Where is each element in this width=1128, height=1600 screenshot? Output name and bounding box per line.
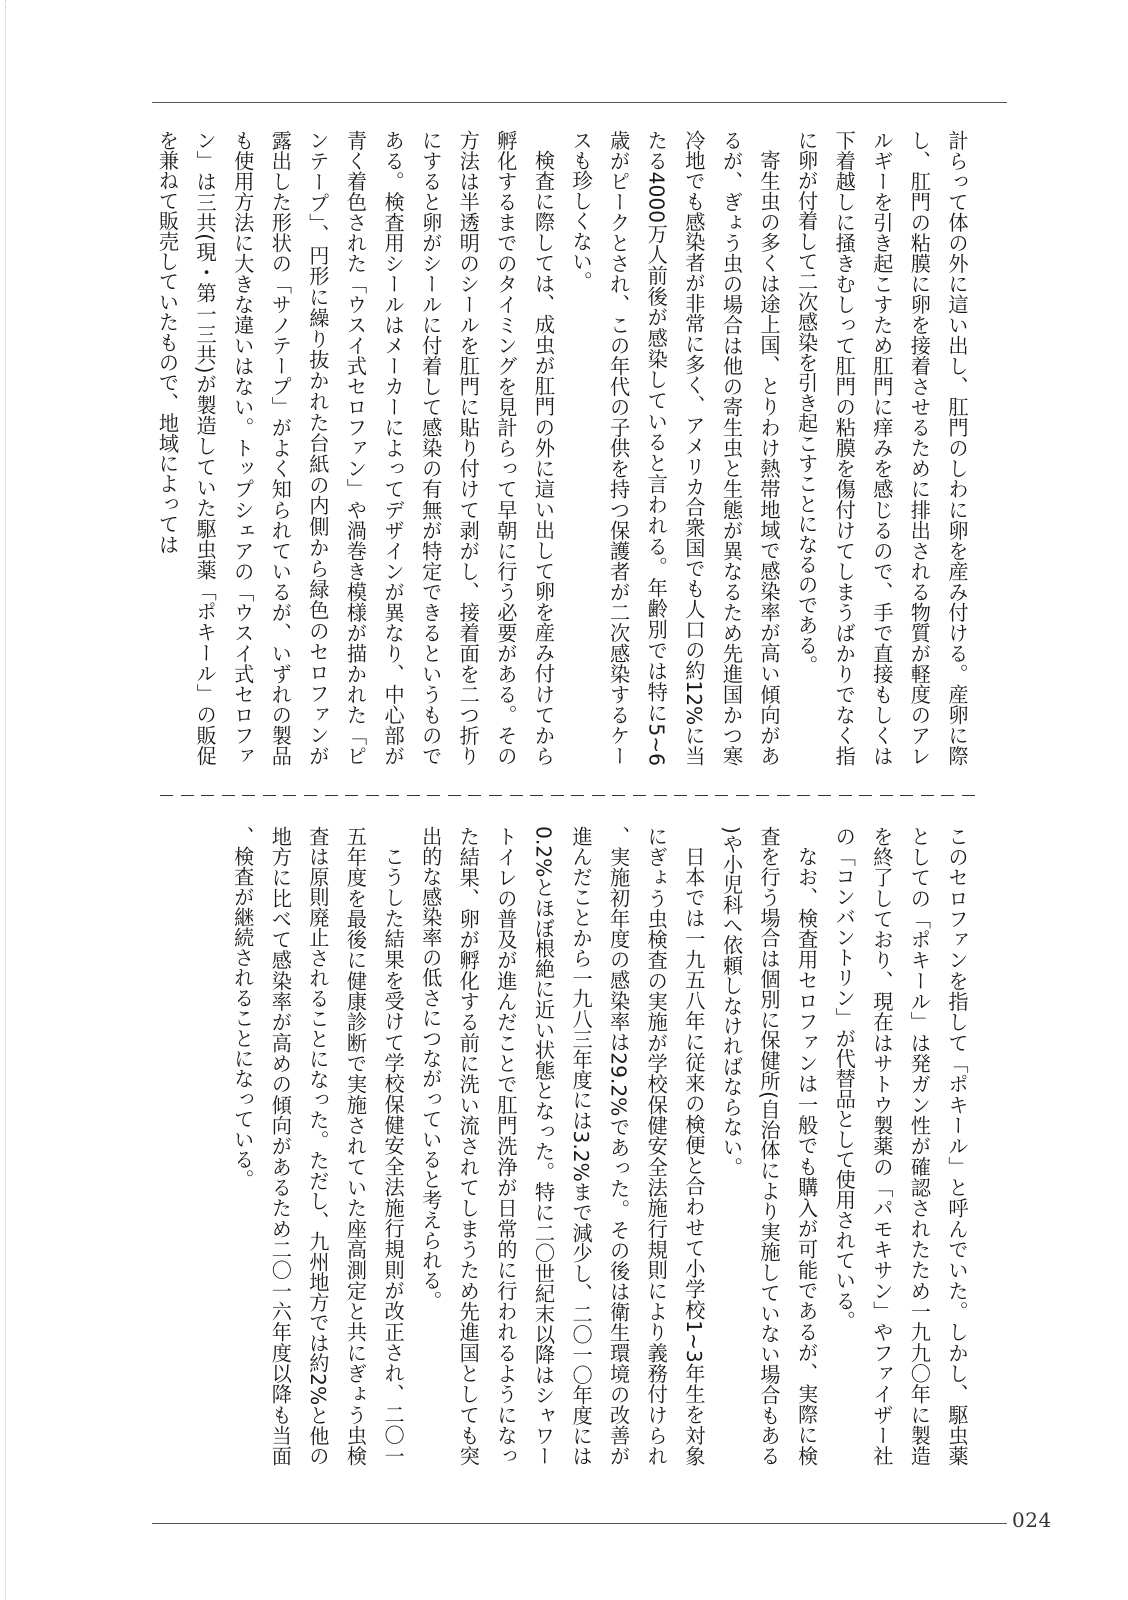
upper-paragraph-3: 検査に際しては、成虫が肛門の外に這い出して卵を産み付けてから孵化するまでのタイミングを見計らって早朝に行う必要がある。その方法は半透明のシールを肛門に貼り付けて剥がし、接着面を二つ折りにすると卵がシールに付着して感染の有無が特定できるというものである。検査用シールはメーカーによってデザインが異なり、中心部が青く着色された「ウスイ式セロファン」や渦巻き模様が描かれた「ピンテープ」、円形に繰り抜かれた台紙の内側から緑色のセロファンが露出した形状の「サノテープ」がよく知られているが、いずれの製品も使用方法に大きな違いはない。トップシェアの「ウスイ式セロファン」は三共(現・第一三共)が製造していた駆虫薬「ポキール」の販促を兼ねて販売していたもので、地域によっては bbox=[155, 130, 556, 766]
page-number: 024 bbox=[1012, 1508, 1052, 1532]
lower-paragraph-2: なお、検査用セロファンは一般でも購入が可能であるが、実際に検査を行う場合は個別に保健所(自治体により実施していない場合もある)や小児科へ依頼しなければならない。 bbox=[719, 826, 819, 1466]
footer-rule bbox=[152, 1523, 1007, 1524]
section-divider bbox=[160, 790, 975, 802]
lower-paragraph-4: こうした結果を受けて学校保健安全法施行規則が改正され、二〇一五年度を最後に健康診断で実施されていた座高測定と共にぎょう虫検査は原則廃止されることになった。ただし、九州地方では約2%と他の地方に比べて感染率が高めの傾向があるため二〇一六年度以降も当面、検査が継続されることになっている。 bbox=[230, 826, 406, 1466]
header-rule bbox=[152, 102, 1007, 103]
lower-text-block bbox=[160, 826, 975, 1466]
upper-paragraph-2: 寄生虫の多くは途上国、とりわけ熱帯地域で感染率が高い傾向があるが、ぎょう虫の場合は他の寄生虫と生態が異なるため先進国かつ寒冷地でも感染者が非常に多く、アメリカ合衆国でも人口の約12%に当たる4000万人前後が感染していると言われる。年齢別では特に5~6歳がピークとされ、この年代の子供を持つ保護者が二次感染するケースも珍しくない。 bbox=[569, 130, 782, 766]
upper-paragraph-1: 計らって体の外に這い出し、肛門のしわに卵を産み付ける。産卵に際し、肛門の粘膜に卵を接着させるために排出される物質が軽度のアレルギーを引き起こすため肛門に痒みを感じるので、手で直接もしくは下着越しに掻きむしって肛門の粘膜を傷付けてしまうばかりでなく指に卵が付着して二次感染を引き起こすことになるのである。 bbox=[794, 130, 969, 766]
lower-paragraph-3: 日本では一九五八年に従来の検便と合わせて小学校1~3年生を対象にぎょう虫検査の実施が学校保健安全法施行規則により義務付けられ、実施初年度の感染率は29.2%であった。その後は衛生環境の改善が進んだことから一九八三年度には3.2%まで減少し、二〇一〇年度には0.2%とほぼ根絶に近い状態となった。特に二〇世紀末以降はシャワートイレの普及が進んだことで肛門洗浄が日常的に行われるようになった結果、卵が孵化する前に洗い流されてしまうため先進国としても突出的な感染率の低さにつながっていると考えられる。 bbox=[418, 826, 706, 1466]
upper-text-block bbox=[155, 130, 975, 766]
page-edge-decoration bbox=[5, 0, 6, 1600]
lower-paragraph-1: このセロファンを指して「ポキール」と呼んでいた。しかし、駆虫薬としての「ポキール」は発ガン性が確認されたため一九九〇年に製造を終了しており、現在はサトウ製薬の「パモキサン」やファイザー社の「コンバントリン」が代替品として使用されている。 bbox=[832, 826, 969, 1466]
